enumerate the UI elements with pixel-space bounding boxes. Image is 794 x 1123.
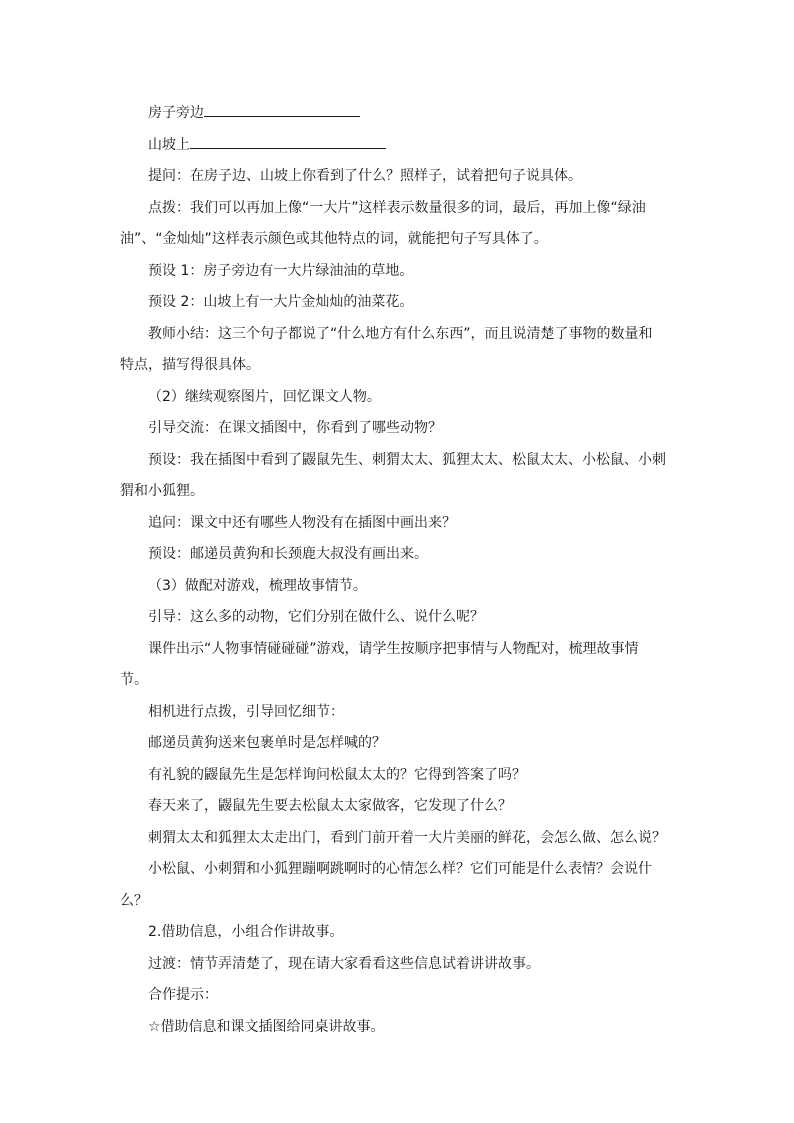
paragraph-question-mole: 有礼貌的鼹鼠先生是怎样询问松鼠太太的？它得到答案了吗？ [148,766,526,783]
paragraph-guide: 引导：这么多的动物，它们分别在做什么、说什么呢？ [148,609,484,625]
paragraph-step-3: （3）做配对游戏，梳理故事情节。 [148,577,367,594]
fill-in-label: 房子旁边 [148,105,204,121]
paragraph-preset-missing: 预设：邮递员黄狗和长颈鹿大叔没有画出来。 [148,546,428,562]
blank-underline [204,115,360,117]
paragraph-cooperation: 合作提示： [148,987,218,1003]
paragraph-prompt-details: 相机进行点拨，引导回忆细节： [148,703,344,720]
paragraph-guide-exchange: 引导交流：在课文插图中，你看到了哪些动物？ [148,420,442,436]
fill-in-label: 山坡上 [148,136,190,153]
fill-in-line-hillside [120,130,666,162]
paragraph-hint: 点拨：我们可以再加上像“一大片”这样表示数量很多的词，最后，再加上像“绿油油”、“金灿灿”这样表示颜色或其他特点的词，就能把句子写具体了。 [120,199,646,247]
blank-underline [190,147,386,149]
paragraph-question-dog: 邮递员黄狗送来包裹单时是怎样喊的？ [148,735,386,751]
paragraph-question-hedgehog: 刺猬太太和狐狸太太走出门，看到门前开着一大片美丽的鲜花，会怎么做、怎么说？ [148,829,666,846]
document-body [120,98,666,1043]
paragraph-section-2: 2.借助信息，小组合作讲故事。 [148,924,344,940]
paragraph-step-2: （2）继续观察图片，回忆课文人物。 [148,388,381,405]
paragraph-question-little: 小松鼠、小刺猬和小狐狸蹦啊跳啊时的心情怎么样？它们可能是什么表情？会说什么？ [120,861,652,909]
paragraph-preset-1: 预设 1：房子旁边有一大片绿油油的草地。 [148,262,414,279]
paragraph-courseware: 课件出示“人物事情碰碰碰”游戏，请学生按顺序把事情与人物配对，梳理故事情节。 [120,640,639,688]
fill-in-line-house [120,98,666,130]
paragraph-question-spring: 春天来了，鼹鼠先生要去松鼠太太家做客，它发现了什么？ [148,798,512,814]
paragraph-follow-up: 追问：课文中还有哪些人物没有在插图中画出来？ [148,514,456,531]
paragraph-teacher-summary: 教师小结：这三个句子都说了“什么地方有什么东西”，而且说清楚了事物的数量和特点，描写得很具体。 [120,325,653,373]
paragraph-preset-animals: 预设：我在插图中看到了鼹鼠先生、刺猬太太、狐狸太太、松鼠太太、小松鼠、小刺猬和小狐狸。 [120,451,666,499]
paragraph-transition: 过渡：情节弄清楚了，现在请大家看看这些信息试着讲讲故事。 [148,955,540,972]
paragraph-tip-star: ☆借助信息和课文插图给同桌讲故事。 [148,1018,385,1035]
paragraph-question: 提问：在房子边、山坡上你看到了什么？照样子，试着把句子说具体。 [148,168,582,184]
paragraph-preset-2: 预设 2：山坡上有一大片金灿灿的油菜花。 [148,294,414,310]
